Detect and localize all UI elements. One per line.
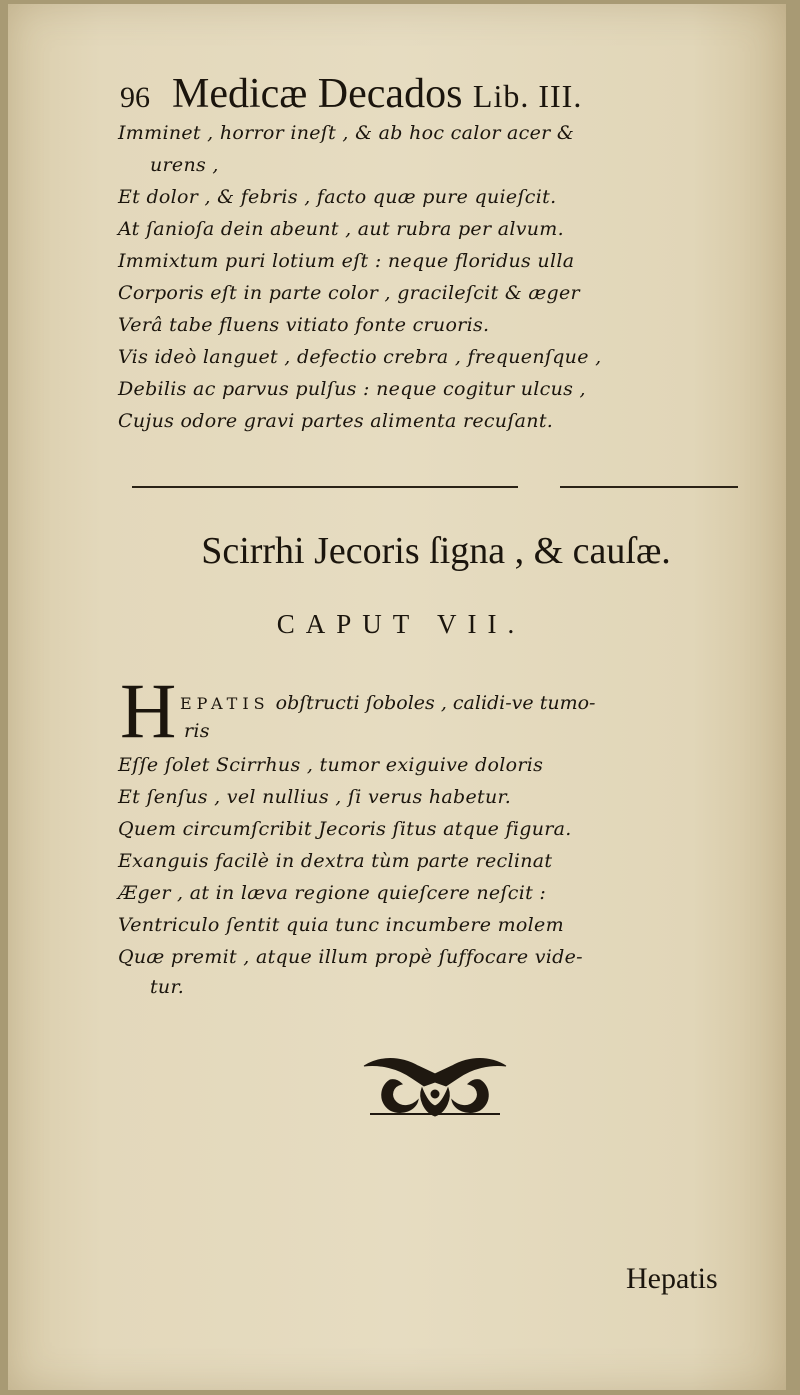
header-lib: Lib. III.: [472, 78, 583, 114]
tailpiece-ornament-icon: [360, 1054, 510, 1124]
verse-continuation: ris: [184, 720, 210, 742]
verse-line: Æger , at in læva regione quieſcere neſcit :: [118, 882, 547, 904]
verse-line: Vis ideò languet , defectio crebra , frequenſque ,: [118, 346, 602, 368]
section-rule-right: [560, 486, 738, 488]
verse-line: Cujus odore gravi partes alimenta recuſant.: [118, 410, 554, 432]
first-line: [180, 692, 780, 714]
verse-line: tur.: [150, 976, 185, 998]
first-line-smallcaps: EPATIS: [180, 694, 270, 713]
section-rule-left: [132, 486, 518, 488]
verse-line: At ſanioſa dein abeunt , aut rubra per alvum.: [118, 218, 564, 240]
verse-line: Quem circumſcribit Jecoris ſitus atque figura.: [118, 818, 572, 840]
verse-line: Verâ tabe fluens vitiato fonte cruoris.: [118, 314, 490, 336]
chapter-number: CAPUT VII.: [276, 609, 526, 639]
verse-line: Quæ premit , atque illum propè ſuffocare vide-: [118, 946, 583, 968]
catchword: Hepatis: [626, 1262, 718, 1295]
verse-line: Ventriculo ſentit quia tunc incumbere molem: [118, 914, 564, 936]
verse-line: Imminet , horror ineſt , & ab hoc calor acer &: [118, 122, 575, 144]
header-title: Medicæ Decados: [172, 71, 463, 117]
verse-line: Immixtum puri lotium eſt : neque floridus ulla: [118, 250, 575, 272]
verse-line: Et ſenſus , vel nullius , ſi verus habetur.: [118, 786, 512, 808]
book-page: [8, 4, 786, 1390]
verse-line: Exanguis facilè in dextra tùm parte reclinat: [118, 850, 553, 872]
running-header: [120, 70, 720, 118]
chapter-heading: Scirrhi Jecoris ſigna , & cauſæ.: [201, 530, 671, 572]
verse-line: Corporis eſt in parte color , gracileſcit & æger: [118, 282, 580, 304]
first-line-text: obſtructi ſoboles , calidi-ve tumo-: [275, 692, 596, 714]
drop-capital: H: [120, 667, 177, 754]
verse-line: Debilis ac parvus pulſus : neque cogitur ulcus ,: [118, 378, 586, 400]
page-number: 96: [120, 81, 150, 114]
verse-line: urens ,: [150, 154, 219, 176]
verse-line: Eſſe ſolet Scirrhus , tumor exiguive doloris: [118, 754, 544, 776]
verse-line: Et dolor , & febris , facto quæ pure quieſcit.: [118, 186, 557, 208]
